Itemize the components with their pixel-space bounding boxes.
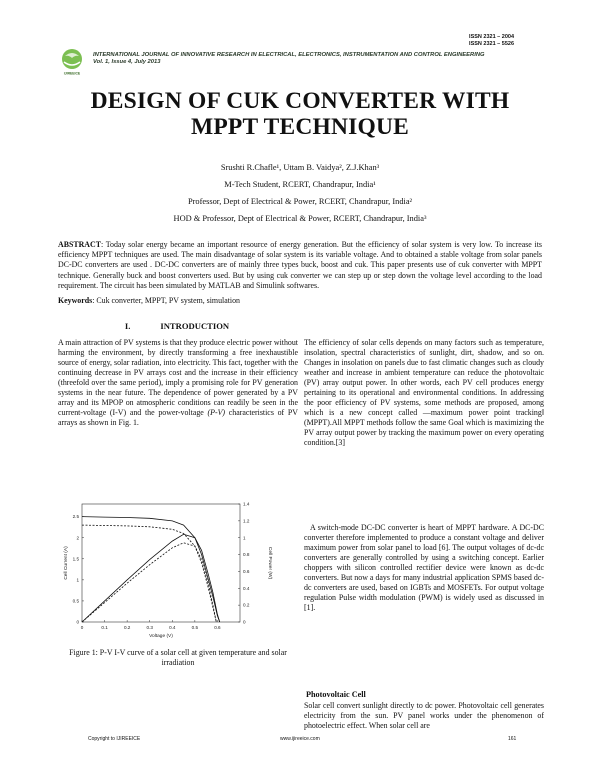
affiliation-2: Professor, Dept of Electrical & Power, RCERT, Chandrapur, India² <box>187 197 413 206</box>
x-tick-label: 0.6 <box>214 625 221 630</box>
right-column-paragraph-3: Solar cell convert sunlight directly to dc power. Photovoltaic cell generates electricity from the sun. PV panel works under the phenomenon of photoelectric effect. When solar cell are <box>304 701 544 731</box>
left-column-paragraph <box>58 338 298 428</box>
y-right-axis-label: Cell Power (W) <box>267 546 272 580</box>
keywords-label: Keywords <box>58 296 93 305</box>
affiliation-3: HOD & Professor, Dept of Electrical & Power, RCERT, Chandrapur, India³ <box>173 214 427 223</box>
y-left-tick-label: 2 <box>76 535 79 541</box>
series-line-3 <box>82 543 216 622</box>
footer-page-number: 161 <box>508 736 517 742</box>
logo-globe <box>62 49 82 69</box>
left-p1-a: A main attraction of PV systems is that they produce electric power without harming the environment, by directly transforming a free inexhaustible source of energy, solar radiation, into electricity. This fact, together with the continuing decrease in PV arrays cost and the increase in their efficiency (threefold over the same period), imply a promising role for PV generation systems in the near future. The dependence of power generated by a PV array and its MPOP on atmospheric conditions can readily be seen in the current-voltage (I-V) and the power-voltage <box>58 338 298 418</box>
section-heading <box>58 321 296 331</box>
keywords-text: : Cuk converter, MPPT, PV system, simulation <box>92 296 240 305</box>
figure-1-caption: Figure 1: P-V I-V curve of a solar cell at given temperature and solar irradiation <box>69 648 287 667</box>
issn-2: ISSN 2321 – 5526 <box>469 41 514 47</box>
y-right-tick-label: 0 <box>243 619 246 625</box>
right-column-paragraph-1: The efficiency of solar cells depends on many factors such as temperature, insolation, spectral characteristics of sunlight, dirt, shadow, and so on. Changes in insolation on panels due to fast climatic changes such as cloudy weather and increase in ambient temperature can reduce the photovoltaic (PV) array output power. In other words, each PV cell produces energy pertaining to its operational and environmental conditions. In addressing the poor efficiency of PV systems, some methods are proposed, among which is a new concept called ―maximum power point tracking‖ (MPPT).All MPPT methods follow the same Goal which is maximizing the PV array output power by tracking the maximum power on every operating condition.[3] <box>304 338 544 448</box>
abstract-text: : Today solar energy became an important resource of energy generation. But the efficiency of solar system is very low. To increase its efficiency MPPT techniques are used. The main disadvantage of solar system is its variable voltage. And to obtained a stable voltage from solar panels DC-DC converters are used . DC-DC converters are of mainly three types buck, boost and cuk. This paper presents use of cuk converter with MPPT technique. Generally buck and boost converters used. But by using cuk converter we can step up or step down the voltage level according to the load requirement. The circuit has been simulated by MATLAB and Simulink softwares. <box>58 240 542 290</box>
right-column-paragraph-2: A switch-mode DC-DC converter is heart of MPPT hardware. A DC-DC converter therefore implemented to produce a constant voltage and deliver maximum power from solar panel to load [6]. The output voltages of dc-dc converters are generally controlled by using a switching concept. Earlier choppers with silicon controlled rectifier device were known as dc-dc converters. But now a days for many industrial application SPMS based dc-dc converters are used, based on IGBTs and MOSFETs. For output voltage regulation Pulse width modulation (PWM) is widely used as discussed in [1]. <box>304 523 544 613</box>
y-left-tick-label: 0.5 <box>72 598 79 604</box>
journal-logo-icon <box>57 46 87 76</box>
y-left-tick-label: 1.5 <box>72 556 79 562</box>
journal-name: INTERNATIONAL JOURNAL OF INNOVATIVE RESEARCH IN ELECTRICAL, ELECTRONICS, INSTRUMENTATION AND CONTROL ENGINEERING <box>93 52 485 58</box>
x-tick-label: 0.1 <box>101 625 108 630</box>
section-title: INTRODUCTION <box>160 321 230 331</box>
author-names: Srushti R.Chafle¹, Uttam B. Vaidya², Z.J.Khan³ <box>220 163 380 172</box>
footer-copyright: Copyright to IJIREEICE <box>88 736 141 742</box>
x-tick-label: 0.2 <box>123 625 131 630</box>
logo-text: IJIREEICE <box>63 71 81 76</box>
y-right-tick-label: 1.4 <box>243 501 250 507</box>
y-right-tick-label: 1 <box>243 535 246 541</box>
y-right-tick-label: 0.8 <box>243 552 250 558</box>
left-p1-b: characteristics of PV arrays as shown in Fig. 1. <box>58 408 299 428</box>
y-right-tick-label: 0.6 <box>243 569 250 575</box>
x-tick-label: 0.5 <box>191 625 199 630</box>
y-right-tick-label: 1.2 <box>243 518 250 524</box>
affiliation-1: M-Tech Student, RCERT, Chandrapur, India¹ <box>224 180 376 189</box>
footer-url[interactable]: www.ijireeice.com <box>280 736 320 742</box>
photovoltaic-cell-heading: Photovoltaic Cell <box>306 690 366 699</box>
x-tick-label: 0.4 <box>169 625 176 630</box>
paper-title <box>60 88 540 140</box>
section-number: I. <box>124 321 131 331</box>
y-left-tick-label: 2.5 <box>72 514 79 520</box>
x-tick-label: 0 <box>80 625 84 630</box>
y-left-tick-label: 1 <box>76 577 79 583</box>
plot-frame <box>82 504 240 622</box>
x-tick-label: 0.3 <box>146 625 153 630</box>
left-p1-pv: (P-V) <box>207 408 226 418</box>
y-left-tick-label: 0 <box>76 619 79 625</box>
x-axis-label: Voltage (V) <box>149 634 173 639</box>
series-line-0 <box>82 517 220 622</box>
figure-1-chart <box>62 496 274 646</box>
journal-header <box>93 52 533 66</box>
title-line-1: DESIGN OF CUK CONVERTER WITH <box>90 88 510 114</box>
abstract <box>58 240 542 291</box>
y-right-tick-label: 0.2 <box>243 602 250 608</box>
y-right-tick-label: 0.4 <box>243 585 250 591</box>
keywords <box>58 296 542 305</box>
issn-1: ISSN 2321 – 2004 <box>469 34 514 40</box>
y-left-axis-label: Cell Current (A) <box>64 546 69 580</box>
journal-volume: Vol. 1, Issue 4, July 2013 <box>93 59 161 65</box>
issn-block <box>469 34 514 48</box>
abstract-label: ABSTRACT <box>58 240 101 249</box>
title-line-2: MPPT TECHNIQUE <box>190 114 410 140</box>
